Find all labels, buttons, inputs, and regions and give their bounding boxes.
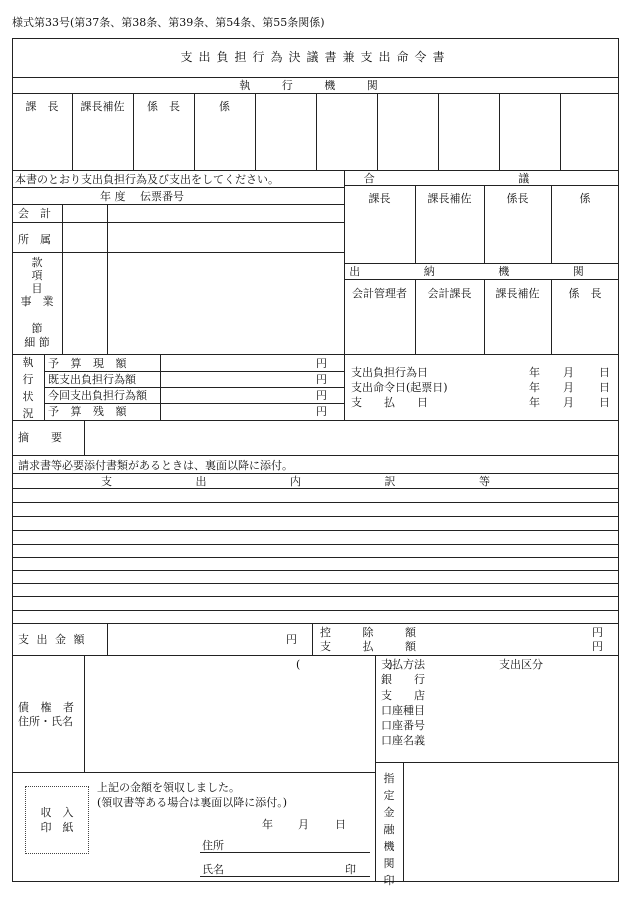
designated-bank-label: 指定金融機関印 bbox=[383, 772, 395, 887]
agreement-col: 係 bbox=[579, 192, 591, 205]
budget-item: 目 bbox=[31, 282, 43, 295]
bank-field: 支 店 bbox=[381, 689, 425, 702]
executing-header: 執 行 機 関 bbox=[239, 79, 392, 92]
detail-header: 支 出 内 訳 等 bbox=[101, 475, 530, 488]
exec-col: 係 長 bbox=[147, 100, 180, 113]
dept-label: 所 属 bbox=[18, 233, 51, 246]
exec-status-label: 執行状況 bbox=[22, 356, 34, 420]
deduction-unit: 円 bbox=[592, 626, 603, 639]
creditor-label: 債 権 者 bbox=[18, 701, 78, 714]
instruction-text: 本書のとおり支出負担行為及び支出をしてください。 bbox=[15, 173, 279, 186]
cashier-header: 出 納 機 関 bbox=[349, 265, 614, 278]
budget-item: 款 bbox=[31, 256, 43, 269]
date-day: 日 bbox=[599, 396, 610, 409]
agreement-col: 課長補佐 bbox=[427, 192, 472, 205]
exec-col: 係 bbox=[219, 100, 230, 113]
revenue-stamp-box bbox=[25, 786, 89, 854]
cashier-col: 課長補佐 bbox=[495, 287, 540, 300]
budget-item: 細 節 bbox=[24, 336, 50, 349]
receipt-day: 日 bbox=[335, 818, 346, 831]
status-row-unit: 円 bbox=[316, 373, 327, 386]
date-label: 支 払 日 bbox=[351, 396, 428, 409]
date-month: 月 bbox=[563, 396, 574, 409]
exec-col: 課長補佐 bbox=[80, 100, 125, 113]
stamp-label: 収 入 bbox=[40, 806, 74, 819]
amount-label: 支 出 金 額 bbox=[18, 633, 87, 646]
date-label: 支出命令日(起票日) bbox=[351, 381, 448, 394]
bank-field: 口座種目 bbox=[381, 704, 425, 717]
bank-field: 口座名義 bbox=[381, 734, 425, 747]
seal-mark: 印 bbox=[345, 863, 356, 876]
cashier-col: 会計管理者 bbox=[352, 287, 407, 300]
attach-note: 請求書等必要添付書類があるときは、裏面以降に添付。 bbox=[18, 459, 293, 472]
payment-unit: 円 bbox=[592, 640, 603, 653]
status-row-unit: 円 bbox=[316, 357, 327, 370]
agreement-col: 係長 bbox=[506, 192, 529, 205]
payment-method-label: 支払方法 bbox=[381, 658, 425, 671]
status-row-label: 予 算 現 額 bbox=[48, 357, 131, 370]
voucher-label: 伝票番号 bbox=[140, 190, 184, 203]
deduction-label: 控 除 額 bbox=[320, 626, 430, 639]
payment-category-label: 支出区分 bbox=[499, 658, 543, 671]
agreement-header: 合 議 bbox=[363, 172, 600, 185]
address-label: 住所 bbox=[202, 839, 224, 852]
receipt-month: 月 bbox=[298, 818, 309, 831]
name-label: 氏名 bbox=[202, 863, 224, 876]
summary-label: 摘 要 bbox=[18, 431, 62, 444]
status-row-label: 今回支出負担行為額 bbox=[48, 389, 147, 402]
accounting-label: 会 計 bbox=[18, 207, 51, 220]
status-row-label: 予 算 残 額 bbox=[48, 405, 131, 418]
form-number: 様式第33号(第37条、第38条、第39条、第54条、第55条関係) bbox=[12, 16, 325, 29]
creditor-sub: 住所・氏名 bbox=[18, 715, 73, 728]
bank-field: 銀 行 bbox=[381, 673, 425, 686]
date-day: 日 bbox=[599, 381, 610, 394]
amount-unit: 円 bbox=[286, 633, 297, 646]
date-year: 年 bbox=[529, 396, 540, 409]
paren-field: ( ) bbox=[296, 658, 393, 671]
receipt-note-sub: (領収書等ある場合は裏面以降に添付。) bbox=[97, 796, 288, 809]
status-row-unit: 円 bbox=[316, 405, 327, 418]
budget-item: 項 bbox=[31, 269, 43, 282]
budget-item: 事 業 bbox=[20, 295, 54, 308]
agreement-col: 課長 bbox=[368, 192, 391, 205]
fiscal-year-label: 年 度 bbox=[100, 190, 126, 203]
exec-col: 課 長 bbox=[25, 100, 59, 113]
cashier-col: 会計課長 bbox=[427, 287, 472, 300]
budget-item: 節 bbox=[31, 322, 43, 335]
date-day: 日 bbox=[599, 366, 610, 379]
date-year: 年 bbox=[529, 366, 540, 379]
date-month: 月 bbox=[563, 366, 574, 379]
cashier-col: 係 長 bbox=[568, 287, 602, 300]
payment-label: 支 払 額 bbox=[320, 640, 430, 653]
date-month: 月 bbox=[563, 381, 574, 394]
status-row-label: 既支出負担行為額 bbox=[48, 373, 136, 386]
receipt-year: 年 bbox=[262, 818, 273, 831]
status-row-unit: 円 bbox=[316, 389, 327, 402]
stamp-label: 印 紙 bbox=[40, 821, 74, 834]
date-year: 年 bbox=[529, 381, 540, 394]
form-title: 支出負担行為決議書兼支出命令書 bbox=[180, 50, 451, 64]
date-label: 支出負担行為日 bbox=[351, 366, 428, 379]
bank-field: 口座番号 bbox=[381, 719, 425, 732]
receipt-note: 上記の金額を領収しました。 bbox=[97, 781, 240, 794]
